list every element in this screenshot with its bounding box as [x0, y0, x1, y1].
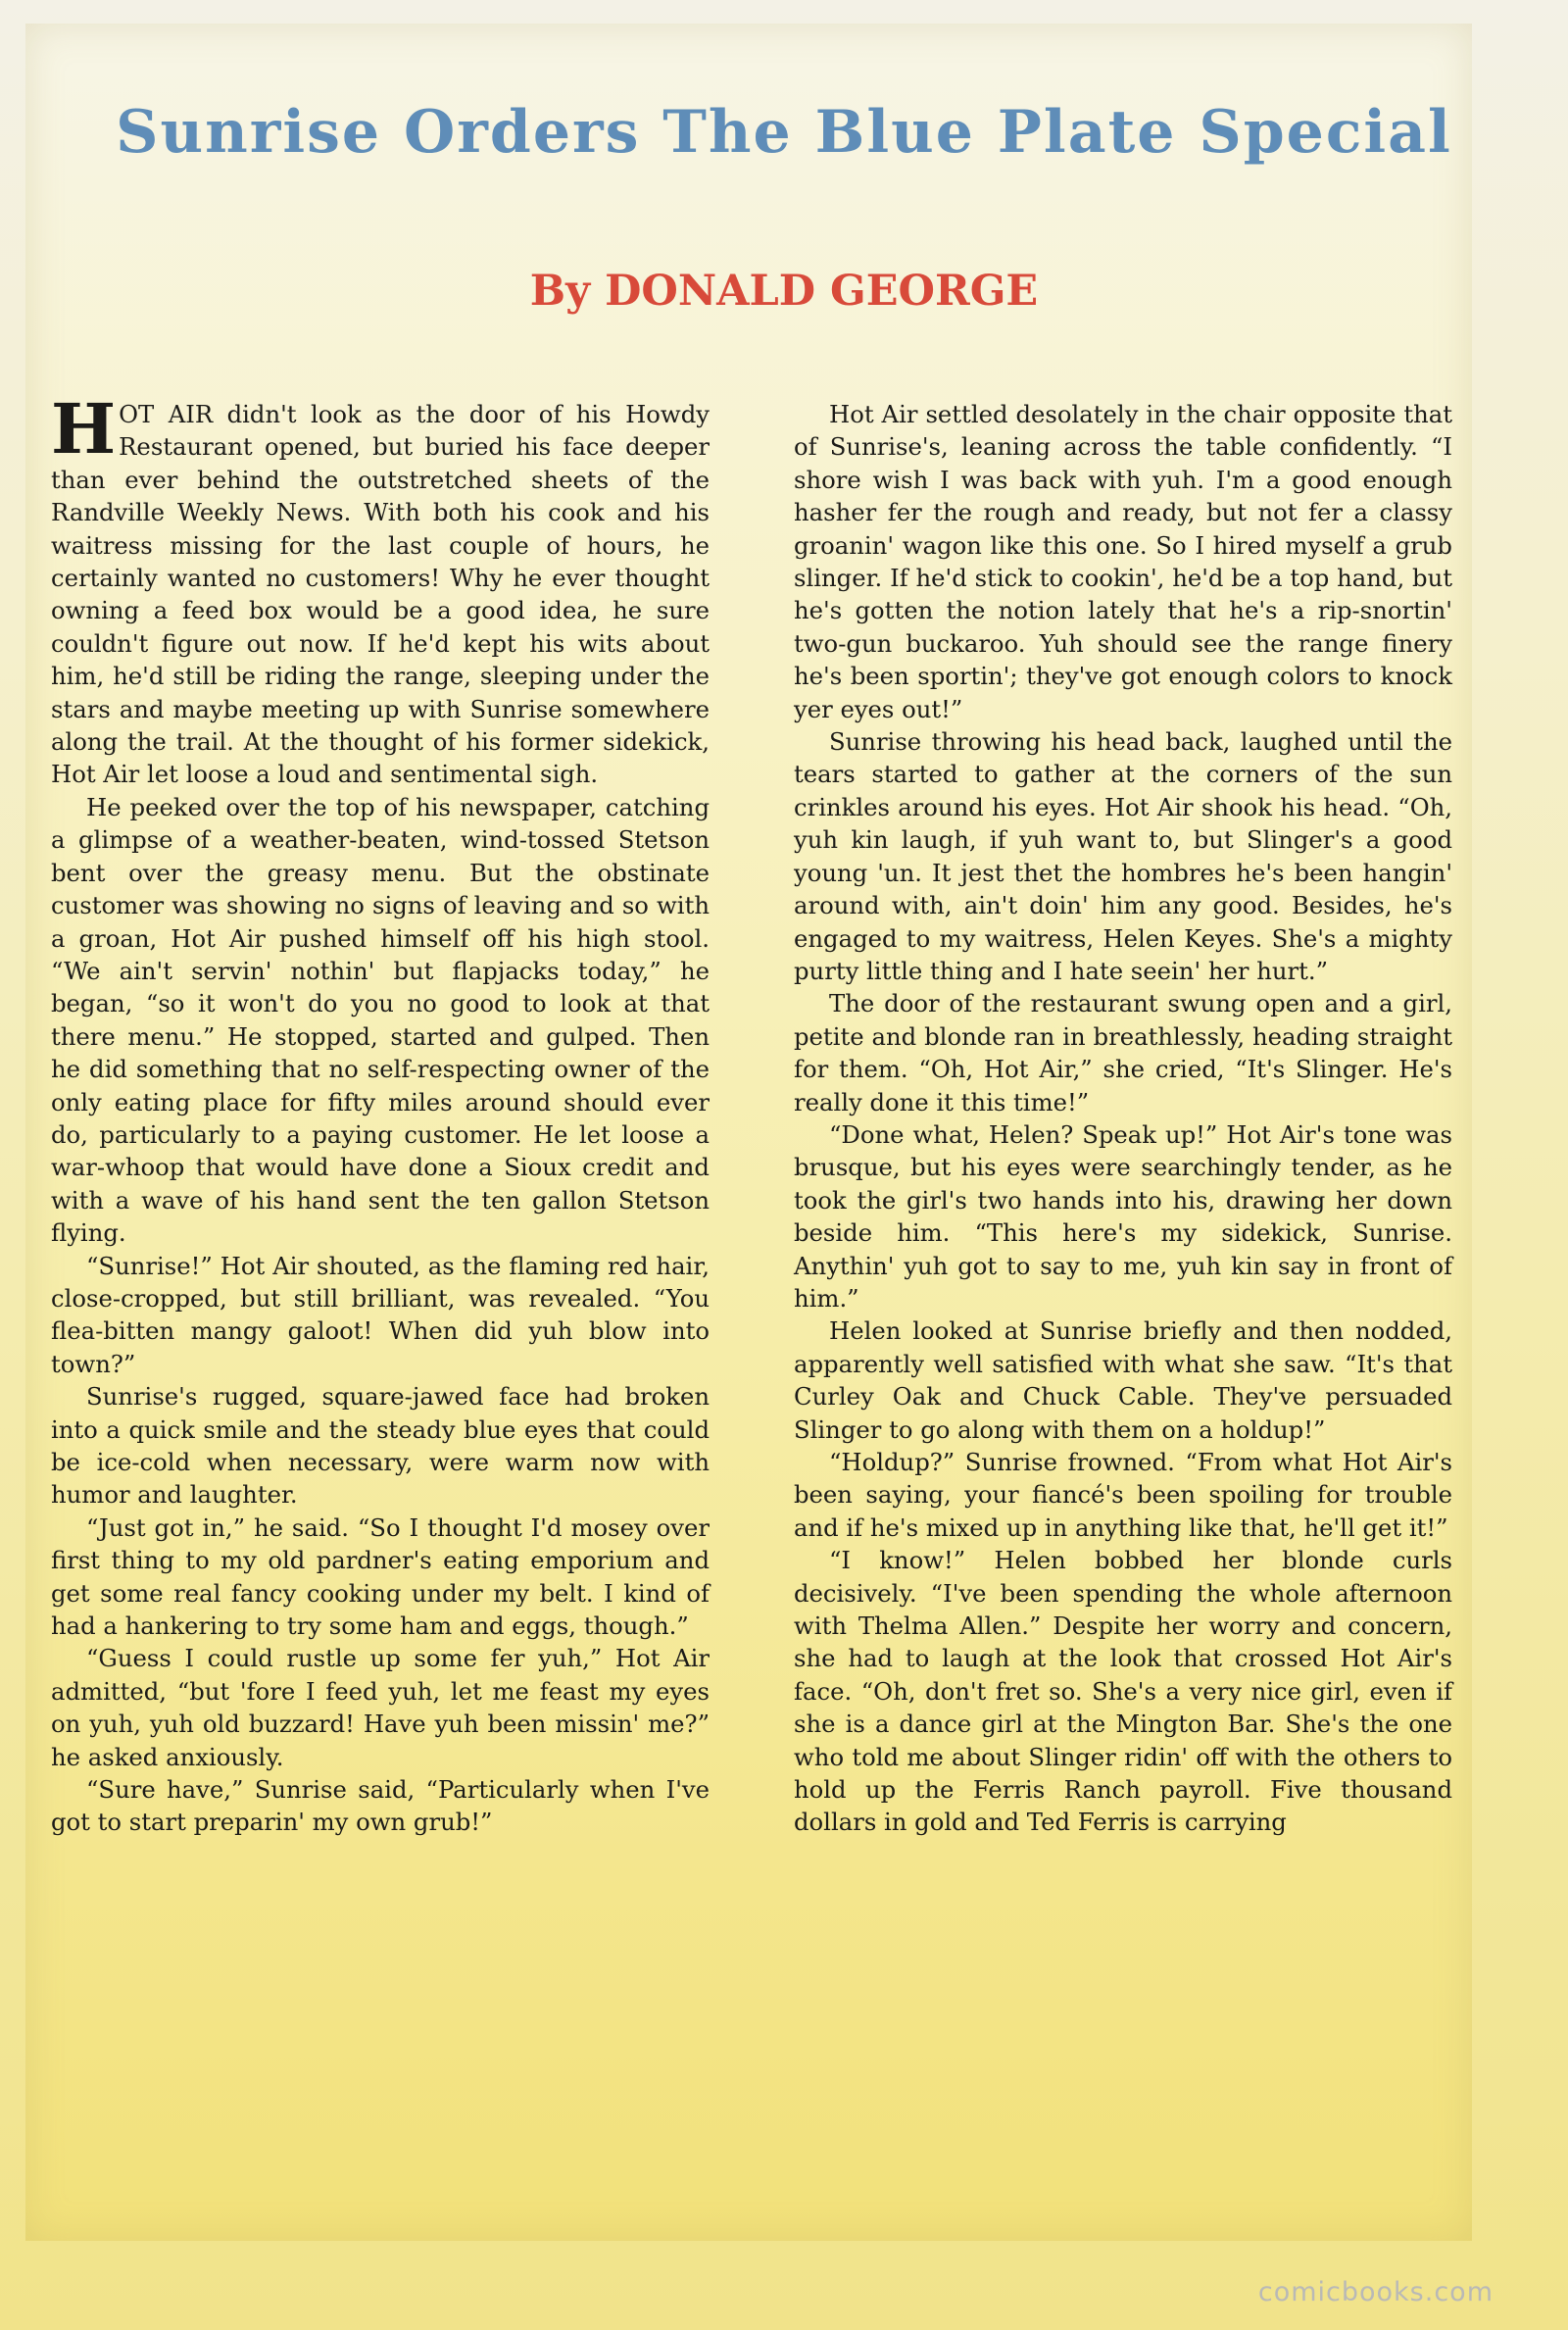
- paragraph: Sunrise's rugged, square-jawed face had broken into a quick smile and the steady blue eyes that could be ice-cold when necessary, were warm now with humor and laughter.: [51, 1382, 710, 1510]
- paragraph-text: OT AIR didn't look as the door of his Howdy Restaurant opened, but buried his face deeper than ever behind the outstretched sheets of the Randville Weekly News. With both his cook and his waitress missing for the last couple of hours, he certainly wanted no customers! Why he ever thought owning a feed box would be a good idea, he sure couldn't figure out now. If he'd kept his wits about him, he'd still be riding the range, sleeping under the stars and maybe meeting up with Sunrise somewhere along the trail. At the thought of his former sidekick, Hot Air let loose a loud and sentimental sigh.: [51, 400, 710, 789]
- paragraph: “Holdup?” Sunrise frowned. “From what Hot Air's been saying, your fiancé's been spoiling for trouble and if he's mixed up in anything like that, he'll get it!”: [794, 1448, 1452, 1542]
- drop-cap: H: [51, 388, 117, 470]
- article-byline: By DONALD GEORGE: [529, 267, 1039, 316]
- paragraph: [51, 388, 710, 791]
- paragraph: Helen looked at Sunrise briefly and then nodded, apparently well satisfied with what she saw. “It's that Curley Oak and Chuck Cable. They've persuaded Slinger to go along with them on a holdup!”: [794, 1316, 1452, 1444]
- article-title: Sunrise Orders The Blue Plate Special: [116, 98, 1452, 167]
- left-column: [51, 388, 710, 1839]
- paragraph: “Just got in,” he said. “So I thought I'd mosey over first thing to my old pardner's eating emporium and get some real fancy cooking under my belt. I kind of had a hankering to try some ham and eggs, though.”: [51, 1512, 710, 1641]
- paragraph: The door of the restaurant swung open and a girl, petite and blonde ran in breathlessly, heading straight for them. “Oh, Hot Air,” she cried, “It's Slinger. He's really done it this time!”: [794, 989, 1452, 1116]
- paragraph: He peeked over the top of his newspaper, catching a glimpse of a weather-beaten, wind-tossed Stetson bent over the greasy menu. But the obstinate customer was showing no signs of leaving and so with a groan, Hot Air pushed himself off his high stool. “We ain't servin' nothin' but flapjacks today,” he began, “so it won't do you no good to look at that there menu.” He stopped, started and gulped. Then he did something that no self-respecting owner of the only eating place for fifty miles around should ever do, particularly to a paying customer. He let loose a war-whoop that would have done a Sioux credit and with a wave of his hand sent the ten gallon Stetson flying.: [51, 792, 710, 1248]
- paragraph: “Guess I could rustle up some fer yuh,” Hot Air admitted, “but 'fore I feed yuh, let me feast my eyes on yuh, yuh old buzzard! Have yuh been missin' me?” he asked anxiously.: [51, 1644, 710, 1771]
- watermark: comicbooks.com: [1257, 2277, 1494, 2307]
- paragraph: “Done what, Helen? Speak up!” Hot Air's tone was brusque, but his eyes were searchingly tender, as he took the girl's two hands into his, drawing her down beside him. “This here's my sidekick, Sunrise. Anythin' yuh got to say to me, yuh kin say in front of him.”: [794, 1119, 1452, 1313]
- paragraph: Hot Air settled desolately in the chair opposite that of Sunrise's, leaning across the table confidently. “I shore wish I was back with yuh. I'm a good enough hasher fer the rough and ready, but not fer a classy groanin' wagon like this one. So I hired myself a grub slinger. If he'd stick to cookin', he'd be a top hand, but he's gotten the notion lately that he's a rip-snortin' two-gun buckaroo. Yuh should see the range finery he's been sportin'; they've got enough colors to knock yer eyes out!”: [794, 400, 1452, 723]
- paragraph: “Sunrise!” Hot Air shouted, as the flaming red hair, close-cropped, but still brilliant, was revealed. “You flea-bitten mangy galoot! When did yuh blow into town?”: [51, 1251, 710, 1378]
- right-column: [794, 398, 1452, 1839]
- paragraph: “Sure have,” Sunrise said, “Particularly when I've got to start preparin' my own grub!”: [51, 1775, 710, 1837]
- paragraph: “I know!” Helen bobbed her blonde curls decisively. “I've been spending the whole afternoon with Thelma Allen.” Despite her worry and concern, she had to laugh at the look that crossed Hot Air's face. “Oh, don't fret so. She's a very nice girl, even if she is a dance girl at the Mington Bar. She's the one who told me about Slinger ridin' off with the others to hold up the Ferris Ranch payroll. Five thousand dollars in gold and Ted Ferris is carrying: [794, 1546, 1452, 1837]
- paragraph: Sunrise throwing his head back, laughed until the tears started to gather at the corners of the sun crinkles around his eyes. Hot Air shook his head. “Oh, yuh kin laugh, if yuh want to, but Slinger's a good young 'un. It jest thet the hombres he's been hangin' around with, ain't doin' him any good. Besides, he's engaged to my waitress, Helen Keyes. She's a mighty purty little thing and I hate seein' her hurt.”: [794, 727, 1452, 985]
